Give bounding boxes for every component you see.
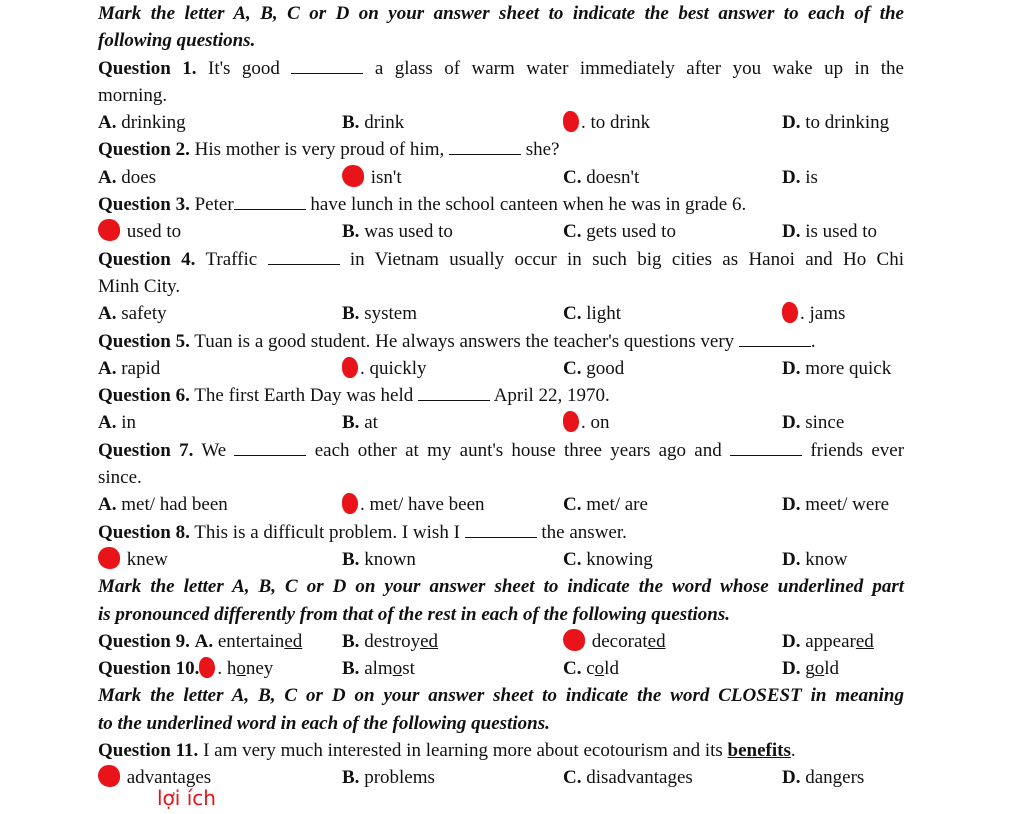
answer-blank xyxy=(291,55,363,74)
red-answer-mark xyxy=(563,111,579,132)
red-answer-mark xyxy=(98,219,120,241)
question-11-options xyxy=(98,764,904,791)
option-c[interactable]: C. met/ are xyxy=(563,494,648,516)
red-answer-mark xyxy=(98,547,120,569)
question-4-cont: Minh City. xyxy=(98,275,181,297)
answer-blank xyxy=(465,519,537,538)
question-11: Question 11. I am very much interested in learning more about ecotourism and its benefits. xyxy=(98,740,796,762)
option-a[interactable]: advantages xyxy=(98,764,211,791)
instruction-closest-meaning: Mark the letter A, B, C or D on your answer sheet to indicate the word CLOSEST in meaning xyxy=(98,685,904,707)
option-c[interactable]: C. good xyxy=(563,357,625,379)
red-answer-mark xyxy=(342,165,364,187)
option-a[interactable]: A. in xyxy=(98,412,137,434)
option-d[interactable]: D. appeared xyxy=(782,630,874,652)
question-8: Question 8. This is a difficult problem. I wish I the answer. xyxy=(98,519,904,546)
option-d[interactable]: D. gold xyxy=(782,658,840,680)
option-a[interactable]: A. rapid xyxy=(98,357,161,379)
answer-blank xyxy=(234,437,306,456)
option-c[interactable]: C. doesn't xyxy=(563,166,640,188)
option-b[interactable]: B. problems xyxy=(342,767,435,789)
question-6: Question 6. The first Earth Day was held April 22, 1970. xyxy=(98,382,904,409)
option-b[interactable]: . met/ have been xyxy=(342,491,485,518)
worksheet xyxy=(98,0,904,792)
option-c[interactable]: . on xyxy=(563,409,610,436)
option-a[interactable]: A. does xyxy=(98,166,157,188)
option-a[interactable]: A. met/ had been xyxy=(98,494,228,516)
option-c[interactable]: decorated xyxy=(563,628,666,655)
option-b[interactable]: B. at xyxy=(342,412,378,434)
question-7-cont: since. xyxy=(98,467,142,489)
option-b[interactable]: B. almost xyxy=(342,658,415,680)
option-c[interactable]: C. light xyxy=(563,303,622,325)
option-c[interactable]: C. cold xyxy=(563,658,619,680)
question-1: Question 1. It's good a glass of warm water immediately after you wake up in the xyxy=(98,55,904,82)
red-answer-mark xyxy=(563,411,579,432)
option-d[interactable]: D. dangers xyxy=(782,767,865,789)
option-d[interactable]: D. meet/ were xyxy=(782,494,890,516)
option-c[interactable]: C. gets used to xyxy=(563,221,676,243)
option-a[interactable]: A. safety xyxy=(98,303,167,325)
instruction-closest-meaning-cont: to the underlined word in each of the following questions. xyxy=(98,712,550,734)
question-1-cont: morning. xyxy=(98,84,168,106)
answer-blank xyxy=(730,437,802,456)
red-answer-mark xyxy=(342,357,358,378)
handwritten-note: lợi ích xyxy=(157,786,216,810)
question-7: Question 7. We each other at my aunt's house three years ago and friends ever xyxy=(98,437,904,464)
option-b[interactable]: isn't xyxy=(342,164,402,191)
question-9-option-a[interactable]: Question 9. A. entertained xyxy=(98,630,303,652)
option-b[interactable]: . quickly xyxy=(342,355,427,382)
red-answer-mark xyxy=(782,302,798,323)
option-a[interactable]: knew xyxy=(98,546,168,573)
question-4: Question 4. Traffic in Vietnam usually occur in such big cities as Hanoi and Ho Chi xyxy=(98,246,904,273)
question-3: Question 3. Peter have lunch in the school canteen when he was in grade 6. xyxy=(98,191,904,218)
instruction-best-answer-cont: following questions. xyxy=(98,30,256,52)
question-10 xyxy=(98,655,904,682)
option-b[interactable]: B. was used to xyxy=(342,221,453,243)
option-d[interactable]: D. more quick xyxy=(782,357,892,379)
red-answer-mark xyxy=(199,657,215,678)
option-c[interactable]: C. disadvantages xyxy=(563,767,693,789)
answer-blank xyxy=(739,328,811,347)
option-a[interactable]: used to xyxy=(98,218,181,245)
question-2-options xyxy=(98,164,904,191)
option-b[interactable]: B. destroyed xyxy=(342,630,439,652)
red-answer-mark xyxy=(342,493,358,514)
option-d[interactable]: D. is used to xyxy=(782,221,878,243)
question-6-options xyxy=(98,409,904,436)
red-answer-mark xyxy=(98,765,120,787)
option-d[interactable]: . jams xyxy=(782,300,845,327)
question-1-options xyxy=(98,109,904,136)
option-a[interactable]: A. drinking xyxy=(98,112,186,134)
option-d[interactable]: D. since xyxy=(782,412,845,434)
answer-blank xyxy=(234,191,306,210)
answer-blank xyxy=(418,382,490,401)
question-5-options xyxy=(98,355,904,382)
underlined-word: benefits xyxy=(727,740,791,762)
option-b[interactable]: B. known xyxy=(342,548,416,570)
option-b[interactable]: B. drink xyxy=(342,112,405,134)
answer-blank xyxy=(449,136,521,155)
instruction-underlined-part: Mark the letter A, B, C or D on your answer sheet to indicate the word whose underlined part xyxy=(98,576,904,598)
red-answer-mark xyxy=(563,629,585,651)
question-4-options xyxy=(98,300,904,327)
question-2: Question 2. His mother is very proud of him, she? xyxy=(98,136,904,163)
question-7-options xyxy=(98,491,904,518)
instruction-underlined-part-cont: is pronounced differently from that of the rest in each of the following questions. xyxy=(98,603,730,625)
question-10-option-a[interactable]: Question 10. . honey xyxy=(98,658,274,680)
instruction-best-answer: Mark the letter A, B, C or D on your answer sheet to indicate the best answer to each of the xyxy=(98,3,904,24)
option-d[interactable]: D. know xyxy=(782,548,848,570)
answer-blank xyxy=(268,246,340,265)
question-8-options xyxy=(98,546,904,573)
option-d[interactable]: D. to drinking xyxy=(782,112,890,134)
question-5: Question 5. Tuan is a good student. He always answers the teacher's questions very . xyxy=(98,328,904,355)
option-c[interactable]: C. knowing xyxy=(563,548,653,570)
option-c[interactable]: . to drink xyxy=(563,109,650,136)
question-9 xyxy=(98,628,904,655)
option-d[interactable]: D. is xyxy=(782,166,818,188)
question-3-options xyxy=(98,218,904,245)
option-b[interactable]: B. system xyxy=(342,303,417,325)
